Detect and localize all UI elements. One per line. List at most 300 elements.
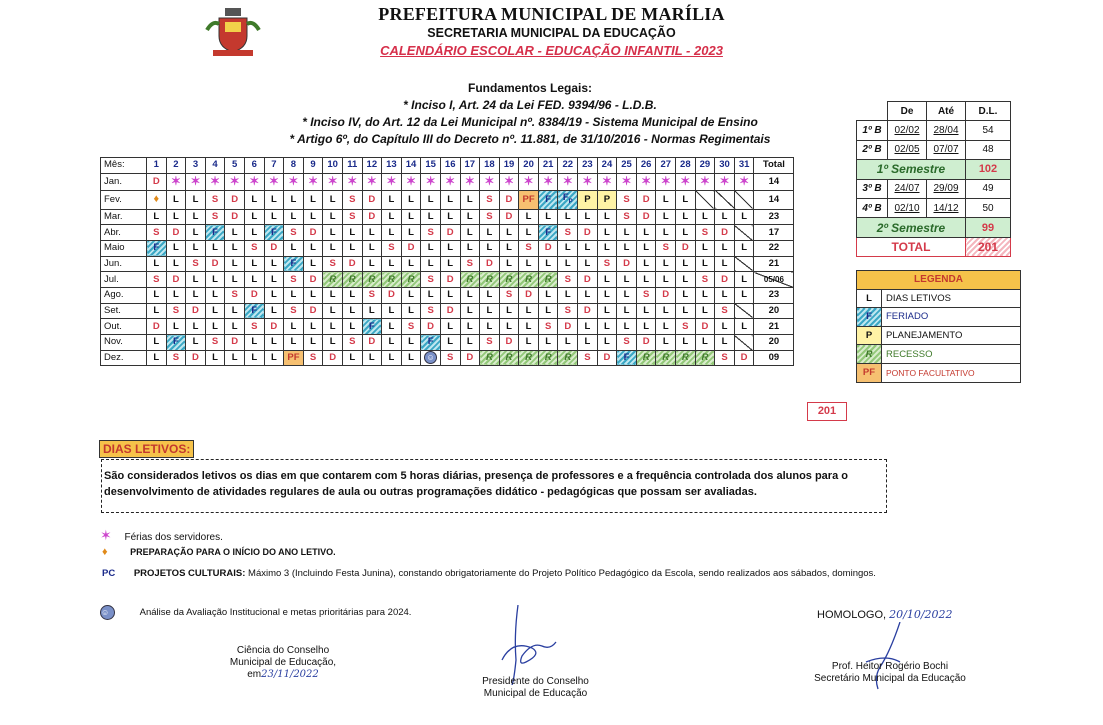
day-cell: L	[656, 225, 676, 241]
day-cell: L	[636, 272, 656, 288]
day-cell: R	[382, 272, 402, 288]
day-cell: L	[617, 303, 637, 319]
day-cell: L	[166, 209, 186, 225]
day-number: 1	[147, 158, 167, 174]
star-icon: ✶	[303, 173, 323, 190]
day-cell: L	[264, 190, 284, 209]
day-cell: R	[538, 350, 558, 366]
empty-day	[715, 190, 735, 209]
day-cell: L	[186, 225, 206, 241]
day-cell: L	[264, 350, 284, 366]
day-cell: R	[323, 272, 343, 288]
day-cell: L	[480, 240, 500, 256]
header-dl: D.L.	[966, 102, 1011, 121]
day-cell: L	[715, 256, 735, 272]
day-number: 12	[362, 158, 382, 174]
day-cell: L	[323, 335, 343, 351]
day-cell: L	[676, 303, 696, 319]
day-cell: S	[519, 240, 539, 256]
ciencia-date: 23/11/2022	[261, 669, 319, 680]
bimester-from: 24/07	[888, 179, 927, 198]
bimester-label: 2º B	[857, 140, 888, 159]
month-row	[101, 190, 794, 209]
header-from: De	[888, 102, 927, 121]
day-cell: L	[147, 209, 167, 225]
grand-total: 201	[807, 402, 847, 421]
day-number: 8	[284, 158, 304, 174]
day-cell: D	[440, 303, 460, 319]
day-cell: L	[734, 272, 754, 288]
month-total: 22	[754, 240, 794, 256]
month-name: Maio	[101, 240, 147, 256]
day-number: 28	[676, 158, 696, 174]
day-cell: L	[421, 256, 441, 272]
smiley-icon: ☺	[100, 605, 115, 620]
day-cell: S	[421, 272, 441, 288]
day-number: 6	[244, 158, 264, 174]
day-cell: D	[578, 303, 598, 319]
president-signature	[490, 605, 570, 685]
legend-label: FERIADO	[882, 308, 1021, 327]
day-cell: D	[186, 303, 206, 319]
day-cell: L	[382, 335, 402, 351]
day-cell: D	[656, 288, 676, 304]
day-cell: L	[440, 288, 460, 304]
day-cell: L	[284, 190, 304, 209]
day-cell: D	[166, 272, 186, 288]
day-cell: L	[323, 303, 343, 319]
blank-cell	[857, 102, 888, 121]
day-cell: L	[695, 288, 715, 304]
pc-note	[102, 568, 962, 579]
day-cell: F	[538, 190, 558, 209]
day-number: 24	[597, 158, 617, 174]
day-cell: D	[715, 272, 735, 288]
day-cell: L	[538, 256, 558, 272]
day-cell: L	[578, 335, 598, 351]
day-cell: S	[147, 272, 167, 288]
legend-key-feriado: F	[857, 308, 882, 327]
month-name: Abr.	[101, 225, 147, 241]
day-cell: L	[480, 288, 500, 304]
homologo-date: 20/10/2022	[889, 608, 953, 621]
day-cell: R	[676, 350, 696, 366]
star-icon: ✶	[715, 173, 735, 190]
day-cell: PF	[519, 190, 539, 209]
day-cell: L	[617, 288, 637, 304]
day-cell: D	[225, 209, 245, 225]
day-cell: L	[538, 288, 558, 304]
day-number: 11	[342, 158, 362, 174]
day-cell: S	[480, 190, 500, 209]
bimester-from: 02/05	[888, 140, 927, 159]
day-cell: L	[401, 209, 421, 225]
day-cell: S	[440, 350, 460, 366]
semester-2-value: 99	[966, 218, 1011, 237]
bimester-label: 1º B	[857, 121, 888, 140]
day-cell: L	[578, 256, 598, 272]
day-number: 21	[538, 158, 558, 174]
day-cell: L	[558, 288, 578, 304]
day-cell: L	[244, 272, 264, 288]
month-row	[101, 350, 794, 366]
president-line-1: Presidente do Conselho	[482, 676, 589, 687]
day-cell: L	[147, 256, 167, 272]
legal-line-2: * Inciso IV, do Art. 12 da Lei Municipal nº. 8384/19 - Sistema Municipal de Ensino	[302, 115, 758, 129]
day-cell: L	[460, 190, 480, 209]
day-cell: L	[147, 335, 167, 351]
day-cell: L	[656, 335, 676, 351]
day-cell: L	[342, 319, 362, 335]
month-total: 21	[754, 256, 794, 272]
month-row	[101, 209, 794, 225]
day-cell: L	[636, 303, 656, 319]
day-cell: L	[284, 209, 304, 225]
day-cell: L	[284, 288, 304, 304]
day-cell: S	[617, 335, 637, 351]
semester-1-value: 102	[966, 160, 1011, 179]
day-cell: F	[205, 225, 225, 241]
day-cell: S	[284, 272, 304, 288]
legal-line-3: * Artigo 6º, do Capítulo III do Decreto nº. 11.881, de 31/10/2016 - Normas Regimentais	[289, 132, 771, 146]
day-cell: L	[617, 272, 637, 288]
day-cell: L	[519, 335, 539, 351]
day-cell: D	[460, 350, 480, 366]
day-cell: S	[205, 335, 225, 351]
day-cell: L	[401, 335, 421, 351]
day-cell: F	[284, 256, 304, 272]
ferias-note	[100, 527, 223, 544]
month-name: Dez.	[101, 350, 147, 366]
star-icon: ✶	[166, 173, 186, 190]
analise-text: Análise da Avaliação Institucional e metas prioritárias para 2024.	[139, 607, 412, 618]
day-cell: D	[440, 225, 460, 241]
day-cell: D	[303, 303, 323, 319]
day-cell: S	[695, 225, 715, 241]
day-cell: L	[499, 303, 519, 319]
day-number: 13	[382, 158, 402, 174]
day-cell: R	[519, 350, 539, 366]
day-cell: D	[342, 256, 362, 272]
day-cell: L	[538, 209, 558, 225]
day-cell: L	[656, 209, 676, 225]
day-cell: D	[186, 350, 206, 366]
day-number: 31	[734, 158, 754, 174]
legend-key-letivo: L	[857, 289, 882, 308]
month-name: Jan.	[101, 173, 147, 190]
day-cell: L	[676, 288, 696, 304]
day-cell: S	[421, 303, 441, 319]
day-cell: L	[597, 288, 617, 304]
day-cell: S	[205, 209, 225, 225]
day-cell: L	[382, 303, 402, 319]
day-cell: D	[225, 335, 245, 351]
day-cell: D	[499, 209, 519, 225]
day-cell: S	[421, 225, 441, 241]
day-cell: L	[460, 288, 480, 304]
homologo-label: HOMOLOGO,	[817, 609, 887, 621]
day-cell: L	[460, 303, 480, 319]
president-line-2: Municipal de Educação	[483, 688, 588, 699]
day-cell: L	[362, 240, 382, 256]
day-cell: S	[225, 288, 245, 304]
day-cell: L	[264, 303, 284, 319]
day-cell: D	[264, 240, 284, 256]
day-cell: L	[734, 319, 754, 335]
day-cell: D	[499, 190, 519, 209]
day-cell: L	[382, 190, 402, 209]
day-cell: L	[225, 225, 245, 241]
day-cell: L	[186, 209, 206, 225]
star-icon: ✶	[617, 173, 637, 190]
day-cell: S	[558, 272, 578, 288]
star-icon: ✶	[636, 173, 656, 190]
bimester-from: 02/10	[888, 198, 927, 217]
day-cell: F	[244, 303, 264, 319]
day-cell: L	[147, 350, 167, 366]
ciencia-line-1: Ciência do Conselho	[236, 645, 330, 656]
day-cell: D	[401, 240, 421, 256]
day-cell: R	[460, 272, 480, 288]
star-icon: ✶	[519, 173, 539, 190]
month-row	[101, 173, 794, 190]
day-cell: L	[244, 350, 264, 366]
day-number: 26	[636, 158, 656, 174]
day-cell: L	[186, 319, 206, 335]
month-name: Fev.	[101, 190, 147, 209]
bimester-to: 28/04	[927, 121, 966, 140]
day-cell: D	[636, 209, 656, 225]
day-cell: L	[460, 335, 480, 351]
day-cell: S	[480, 209, 500, 225]
day-cell: F	[264, 225, 284, 241]
day-cell: L	[186, 272, 206, 288]
ciencia-line-3	[218, 669, 348, 681]
day-cell: L	[636, 240, 656, 256]
day-number: 2	[166, 158, 186, 174]
day-cell: L	[205, 350, 225, 366]
total-value: 201	[966, 237, 1011, 256]
day-number: 10	[323, 158, 343, 174]
page-header	[0, 4, 1103, 58]
secretary-line-1: Prof. Heitor Rogério Bochi	[831, 661, 949, 672]
day-cell: L	[734, 240, 754, 256]
star-icon: ✶	[225, 173, 245, 190]
day-cell: S	[401, 319, 421, 335]
day-number: 22	[558, 158, 578, 174]
day-cell: D	[147, 173, 167, 190]
bimester-days: 54	[966, 121, 1011, 140]
day-cell: D	[362, 190, 382, 209]
day-cell: D	[578, 225, 598, 241]
day-cell: L	[323, 225, 343, 241]
day-cell: P	[597, 190, 617, 209]
day-number: 30	[715, 158, 735, 174]
day-cell: F	[166, 335, 186, 351]
star-icon: ✶	[421, 173, 441, 190]
day-cell: L	[734, 209, 754, 225]
day-cell: S	[617, 190, 637, 209]
day-cell: L	[636, 319, 656, 335]
month-name: Mar.	[101, 209, 147, 225]
bimester-to: 07/07	[927, 140, 966, 159]
legend-label: PLANEJAMENTO	[882, 326, 1021, 345]
day-cell: L	[401, 225, 421, 241]
day-cell: L	[715, 335, 735, 351]
star-icon: ✶	[695, 173, 715, 190]
day-cell: L	[695, 256, 715, 272]
day-cell: L	[244, 209, 264, 225]
day-cell: D	[676, 240, 696, 256]
day-cell: D	[636, 190, 656, 209]
day-cell: D	[225, 190, 245, 209]
day-cell: S	[715, 350, 735, 366]
torch-icon: ♦	[102, 546, 108, 558]
day-cell: L	[401, 256, 421, 272]
day-cell: R	[499, 350, 519, 366]
bimester-to: 29/09	[927, 179, 966, 198]
day-cell: D	[499, 335, 519, 351]
day-cell: R	[519, 272, 539, 288]
day-cell: R	[480, 272, 500, 288]
day-cell: D	[166, 225, 186, 241]
day-cell: L	[186, 240, 206, 256]
day-cell: D	[538, 240, 558, 256]
day-cell: L	[656, 319, 676, 335]
legal-foundations	[180, 80, 880, 148]
day-cell: L	[244, 225, 264, 241]
day-cell: L	[460, 225, 480, 241]
day-cell: PF	[284, 350, 304, 366]
day-cell: L	[264, 256, 284, 272]
day-cell: D	[147, 319, 167, 335]
day-number: 5	[225, 158, 245, 174]
bimester-table	[856, 101, 1011, 257]
day-cell: F	[147, 240, 167, 256]
day-cell: D	[636, 335, 656, 351]
day-cell: L	[244, 190, 264, 209]
day-cell: R	[342, 272, 362, 288]
total-label: TOTAL	[857, 237, 966, 256]
empty-day	[734, 303, 754, 319]
legend-label: PONTO FACULTATIVO	[882, 363, 1021, 382]
day-cell: L	[147, 288, 167, 304]
day-cell: D	[440, 272, 460, 288]
month-total: 09	[754, 350, 794, 366]
day-cell: L	[734, 288, 754, 304]
day-cell: L	[323, 209, 343, 225]
day-cell: L	[578, 240, 598, 256]
day-cell: S	[538, 319, 558, 335]
day-number: 7	[264, 158, 284, 174]
day-cell: L	[440, 319, 460, 335]
day-cell: F	[617, 350, 637, 366]
day-cell: R	[695, 350, 715, 366]
day-cell: L	[382, 350, 402, 366]
star-icon: ✶	[676, 173, 696, 190]
header-to: Até	[927, 102, 966, 121]
empty-day	[734, 225, 754, 241]
star-icon: ✶	[401, 173, 421, 190]
day-cell: S	[460, 256, 480, 272]
day-cell: S	[676, 319, 696, 335]
day-cell: L	[656, 256, 676, 272]
day-cell: L	[303, 209, 323, 225]
empty-day	[734, 256, 754, 272]
day-cell: L	[480, 319, 500, 335]
month-total: 17	[754, 225, 794, 241]
day-cell: L	[558, 209, 578, 225]
day-cell: L	[401, 190, 421, 209]
day-cell: S	[147, 225, 167, 241]
star-icon: ✶	[284, 173, 304, 190]
bimester-label: 3º B	[857, 179, 888, 198]
day-cell: L	[205, 303, 225, 319]
day-cell: F	[362, 319, 382, 335]
day-cell: L	[186, 288, 206, 304]
day-cell: L	[264, 288, 284, 304]
day-cell: L	[284, 240, 304, 256]
day-number: 25	[617, 158, 637, 174]
star-icon: ✶	[656, 173, 676, 190]
day-cell: S	[695, 272, 715, 288]
day-cell: S	[636, 288, 656, 304]
day-cell: L	[166, 319, 186, 335]
preparacao-text: PREPARAÇÃO PARA O INÍCIO DO ANO LETIVO.	[130, 547, 336, 557]
month-total: 14	[754, 190, 794, 209]
legend-table	[856, 270, 1021, 383]
day-cell: L	[519, 225, 539, 241]
torch-icon: ♦	[147, 190, 167, 209]
star-icon: ✶	[205, 173, 225, 190]
day-cell: L	[186, 190, 206, 209]
month-row	[101, 272, 794, 288]
day-cell: L	[617, 240, 637, 256]
dias-letivos-title: DIAS LETIVOS:	[99, 440, 194, 458]
month-row	[101, 240, 794, 256]
month-row	[101, 225, 794, 241]
day-cell: L	[499, 256, 519, 272]
day-cell: L	[676, 335, 696, 351]
day-cell: L	[597, 335, 617, 351]
day-cell: F	[421, 335, 441, 351]
day-cell: S	[186, 256, 206, 272]
total-header: Total	[754, 158, 794, 174]
day-cell: S	[342, 209, 362, 225]
pc-key: PC	[102, 568, 116, 579]
day-number: 23	[578, 158, 598, 174]
day-cell: S	[382, 240, 402, 256]
day-cell: L	[264, 209, 284, 225]
day-cell: L	[303, 288, 323, 304]
pc-text: Máximo 3 (Incluindo Festa Junina), constando obrigatoriamente do Projeto Político Pedagógico da Escola, sendo realizados aos sábados, domingos.	[248, 568, 876, 579]
empty-day	[734, 190, 754, 209]
day-cell: L	[558, 335, 578, 351]
day-cell: L	[578, 319, 598, 335]
day-cell: R	[401, 272, 421, 288]
day-cell: S	[342, 335, 362, 351]
legend-key-recesso: R	[857, 345, 882, 364]
month-total: 23	[754, 209, 794, 225]
day-cell: L	[695, 303, 715, 319]
day-cell: R	[480, 350, 500, 366]
day-cell: L	[499, 225, 519, 241]
day-number: 19	[499, 158, 519, 174]
day-cell: L	[323, 288, 343, 304]
day-cell: S	[597, 256, 617, 272]
legend-label: RECESSO	[882, 345, 1021, 364]
day-number: 15	[421, 158, 441, 174]
